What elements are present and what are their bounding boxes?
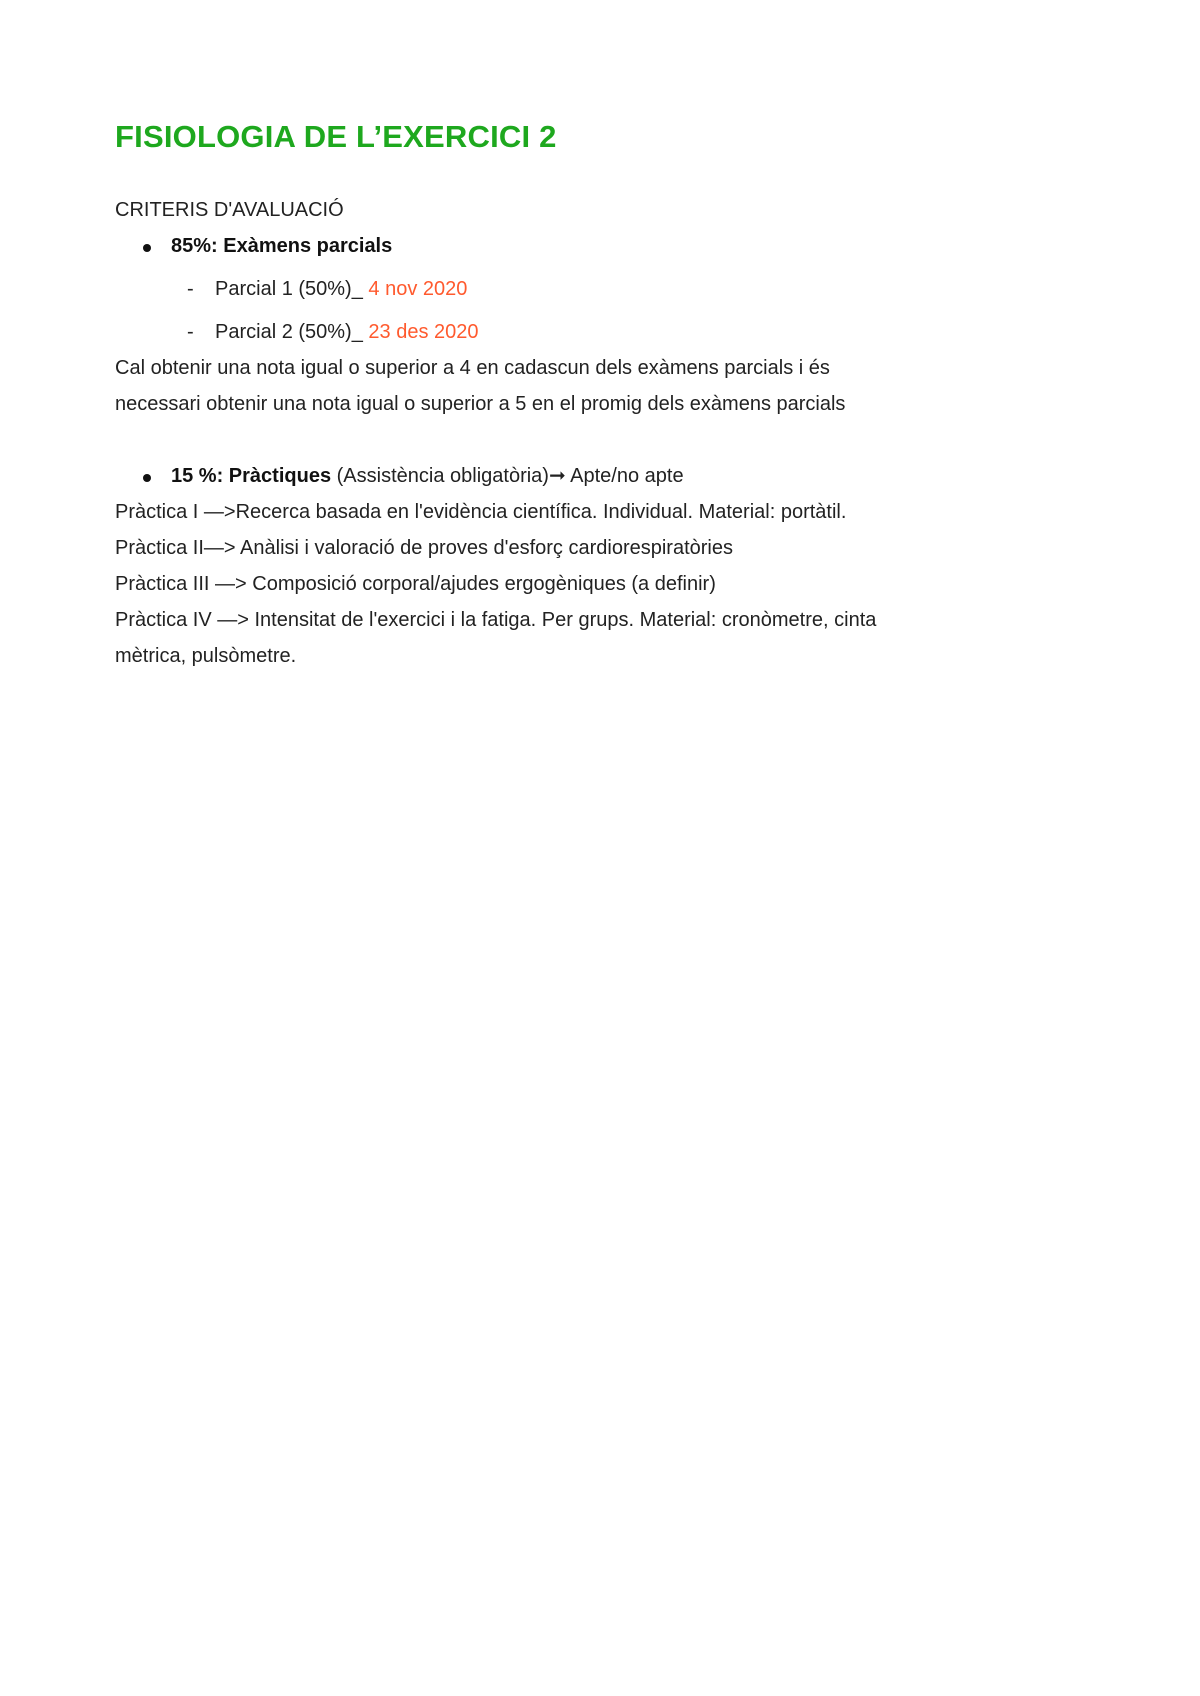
- document-title: FISIOLOGIA DE L’EXERCICI 2: [115, 119, 557, 154]
- partial-exam-item: [115, 271, 1075, 307]
- partial-exam-date: 23 des 2020: [362, 321, 479, 343]
- partial-exam-date: 4 nov 2020: [362, 278, 468, 300]
- dash-marker: -: [187, 278, 194, 300]
- partial-exam-label: Parcial 2 (50%)_: [215, 321, 363, 343]
- section-label: CRITERIS D'AVALUACIÓ: [115, 199, 344, 221]
- exams-note-line: necessari obtenir una nota igual o superior a 5 en el promig dels exàmens parcials: [115, 393, 846, 415]
- practice-line: Pràctica III —> Composició corporal/ajudes ergogèniques (a definir): [115, 573, 716, 595]
- exams-bullet-label: 85%: Exàmens parcials: [171, 235, 393, 257]
- partial-exam-item: [115, 314, 1075, 350]
- practice-line: Pràctica I —>Recerca basada en l'evidència científica. Individual. Material: portàtil.: [115, 501, 847, 523]
- exams-bullet: [115, 228, 1075, 264]
- practices-bullet-detail: (Assistència obligatòria)➞ Apte/no apte: [331, 465, 684, 487]
- practice-line: Pràctica IV —> Intensitat de l'exercici i la fatiga. Per grups. Material: cronòmetre, cinta: [115, 609, 877, 631]
- practices-bullet: [115, 458, 1075, 494]
- practices-bullet-label: 15 %: Pràctiques: [171, 465, 332, 487]
- practice-line: Pràctica II—> Anàlisi i valoració de proves d'esforç cardiorespiratòries: [115, 537, 733, 559]
- dash-marker: -: [187, 321, 194, 343]
- bullet-icon: [143, 474, 151, 482]
- spacer: [115, 422, 1075, 458]
- exams-note-line: Cal obtenir una nota igual o superior a 4 en cadascun dels exàmens parcials i és: [115, 357, 830, 379]
- partial-exam-label: Parcial 1 (50%)_: [215, 278, 363, 300]
- practice-line: mètrica, pulsòmetre.: [115, 645, 297, 667]
- document-page: [115, 112, 1075, 674]
- bullet-icon: [143, 244, 151, 252]
